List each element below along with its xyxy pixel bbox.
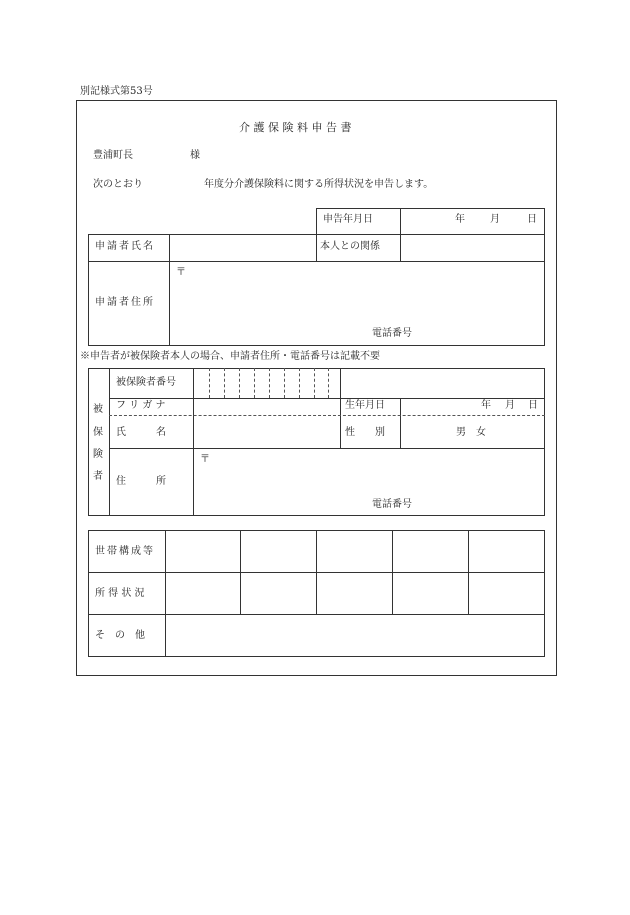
birth-year: 年 <box>481 400 491 411</box>
income-cell[interactable] <box>167 574 239 613</box>
furigana-label: フ リ ガ ナ <box>116 400 166 411</box>
household-cell[interactable] <box>242 532 315 571</box>
insured-group-char-1: 被 <box>93 404 103 415</box>
insured-group-char-3: 険 <box>93 449 103 460</box>
household-cell[interactable] <box>318 532 391 571</box>
relation-label: 本人との関係 <box>320 241 380 252</box>
insured-name-field[interactable] <box>195 417 339 447</box>
insured-name-label: 氏 名 <box>116 427 166 438</box>
applicant-name-label: 申請者氏名 <box>95 241 155 252</box>
honorific: 様 <box>190 150 200 161</box>
birth-date-label: 生年月日 <box>345 400 385 411</box>
insured-group-char-2: 保 <box>93 427 103 438</box>
income-cell[interactable] <box>318 574 391 613</box>
applicant-address-label: 申請者住所 <box>95 297 155 308</box>
filing-date-field[interactable] <box>402 210 542 233</box>
household-cell[interactable] <box>470 532 543 571</box>
insured-group-char-4: 者 <box>93 471 103 482</box>
furigana-field[interactable] <box>195 400 339 414</box>
relation-field[interactable] <box>402 236 542 260</box>
income-cell[interactable] <box>394 574 467 613</box>
applicant-postal-mark: 〒 <box>176 267 186 278</box>
birth-date-field[interactable] <box>402 400 542 414</box>
other-label: そ の 他 <box>95 630 145 641</box>
filing-date-month: 月 <box>490 214 500 225</box>
household-cell[interactable] <box>394 532 467 571</box>
insured-phone-label: 電話番号 <box>372 499 412 510</box>
insured-address-field[interactable] <box>195 450 542 514</box>
sex-options[interactable]: 男 女 <box>456 427 486 438</box>
insured-address-label: 住 所 <box>116 476 166 487</box>
insured-postal-mark: 〒 <box>200 454 210 465</box>
form-number: 別記様式第53号 <box>80 86 153 97</box>
household-composition-label: 世帯構成等 <box>95 546 155 557</box>
insured-number-field[interactable] <box>195 370 339 397</box>
intro-prefix: 次のとおり <box>93 179 143 190</box>
insured-number-label: 被保険者番号 <box>116 377 176 388</box>
applicant-address-field[interactable] <box>171 263 542 343</box>
income-cell[interactable] <box>470 574 543 613</box>
form-title: 介 護 保 険 料 申 告 書 <box>239 121 352 134</box>
addressee: 豊浦町長 <box>93 150 133 161</box>
birth-day: 日 <box>528 400 538 411</box>
income-status-label: 所 得 状 況 <box>95 588 145 599</box>
applicant-phone-label: 電話番号 <box>372 328 412 339</box>
filing-date-year: 年 <box>455 214 465 225</box>
note: ※申告者が被保険者本人の場合、申請者住所・電話番号は記載不要 <box>80 351 380 362</box>
filing-date-day: 日 <box>527 214 537 225</box>
income-cell[interactable] <box>242 574 315 613</box>
filing-date-label: 申告年月日 <box>323 214 373 225</box>
household-cell[interactable] <box>167 532 239 571</box>
sex-label: 性 別 <box>345 427 385 438</box>
intro-suffix: 年度分介護保険料に関する所得状況を申告します。 <box>204 179 434 190</box>
applicant-name-field[interactable] <box>171 236 315 260</box>
birth-month: 月 <box>505 400 515 411</box>
other-field[interactable] <box>167 616 543 655</box>
